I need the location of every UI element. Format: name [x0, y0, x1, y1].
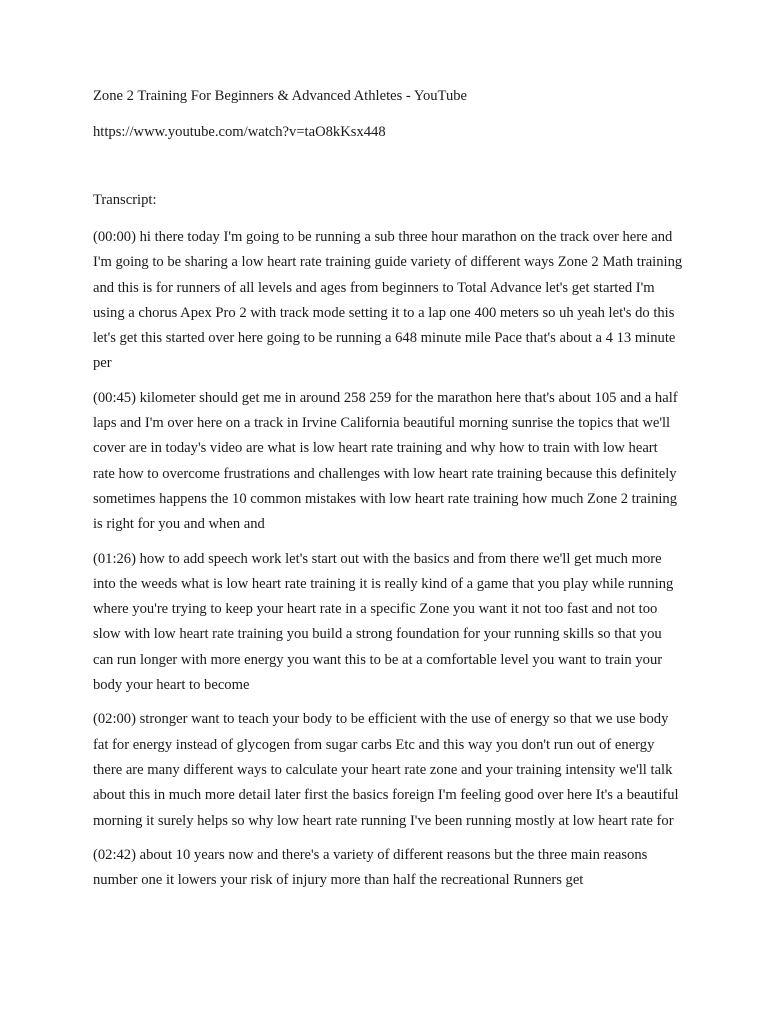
document-page: [93, 86, 683, 902]
transcript-paragraph: (01:26) how to add speech work let's start out with the basics and from there we'll get much more into the weeds what is low heart rate training it is really kind of a game that you play while running where you're trying to keep your heart rate in a specific Zone you want it not too fast and not too slow with low heart rate training you build a strong foundation for your running skills so that you can run longer with more energy you want this to be at a comfortable level you want to train your body your heart to become: [93, 550, 674, 694]
transcript-paragraph: (02:42) about 10 years now and there's a variety of different reasons but the three main reasons number one it lowers your risk of injury more than half the recreational Runners get: [93, 846, 648, 889]
video-url: https://www.youtube.com/watch?v=taO8kKsx448: [93, 124, 386, 140]
transcript-paragraph: (02:00) stronger want to teach your body to be efficient with the use of energy so that we use body fat for energy instead of glycogen from sugar carbs Etc and this way you don't run out of energy there are many different ways to calculate your heart rate zone and your training intensity we'll talk about this in much more detail later first the basics foreign I'm feeling good over here It's a beautiful morning it surely helps so why low heart rate running I've been running mostly at low heart rate for: [93, 711, 679, 829]
transcript-paragraph: (00:45) kilometer should get me in around 258 259 for the marathon here that's about 105 and a half laps and I'm over here on a track in Irvine California beautiful morning sunrise the topics that we'll cover are in today's video are what is low heart rate training and why how to train with low heart rate how to overcome frustrations and challenges with low heart rate training because this definitely sometimes happens the 10 common mistakes with low heart rate training how much Zone 2 training is right for you and when and: [93, 389, 678, 533]
transcript-body: [93, 225, 683, 893]
transcript-paragraph: (00:00) hi there today I'm going to be running a sub three hour marathon on the track over here and I'm going to be sharing a low heart rate training guide variety of different ways Zone 2 Math training and this is for runners of all levels and ages from beginners to Total Advance let's get started I'm using a chorus Apex Pro 2 with track mode setting it to a lap one 400 meters so uh yeah let's do this let's get this started over here going to be running a 648 minute mile Pace that's about a 4 13 minute per: [93, 229, 683, 372]
transcript-label: Transcript:: [93, 192, 157, 208]
document-title: Zone 2 Training For Beginners & Advanced Athletes - YouTube: [93, 88, 468, 104]
